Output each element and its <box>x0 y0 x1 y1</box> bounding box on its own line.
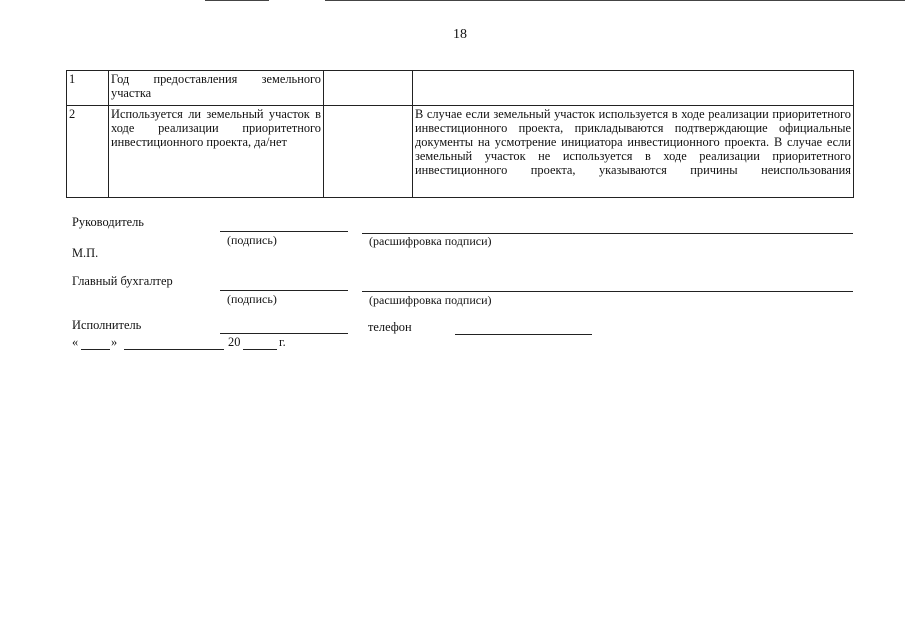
row-question: Год предоставления земельного участка <box>109 71 324 106</box>
accountant-decoding-line[interactable] <box>362 291 853 292</box>
date-year-line[interactable] <box>243 349 277 350</box>
table-row <box>67 106 854 198</box>
row-question: Используется ли земельный участок в ходе реализации приоритетного инвестиционного проекта, да/нет <box>109 106 324 198</box>
row-note: В случае если земельный участок используется в ходе реализации приоритетного инвестиционного проекта, прикладываются подтверждающие официальные документы на усмотрение инициатора инвестиционного проекта. В случае если земельный участок не используется в ходе реализации приоритетного инвестиционного проекта, указываются причины неиспользования <box>413 106 854 198</box>
accountant-signature-line[interactable] <box>220 290 348 291</box>
top-edge-rule <box>325 0 905 1</box>
head-signature-caption: (подпись) <box>227 233 277 247</box>
date-day-line[interactable] <box>81 349 110 350</box>
accountant-signature-caption: (подпись) <box>227 292 277 306</box>
row-note <box>413 71 854 106</box>
date-close-quote: » <box>111 335 118 349</box>
row-answer-cell[interactable] <box>324 106 413 198</box>
row-number: 1 <box>67 71 109 106</box>
date-open-quote: « <box>72 335 79 349</box>
row-number: 2 <box>67 106 109 198</box>
phone-label: телефон <box>368 320 412 334</box>
row-answer-cell[interactable] <box>324 71 413 106</box>
date-month-line[interactable] <box>124 349 224 350</box>
stamp-label: М.П. <box>72 246 99 260</box>
top-edge-rule <box>205 0 269 1</box>
executor-signature-line[interactable] <box>220 333 348 334</box>
head-signature-line[interactable] <box>220 231 348 232</box>
phone-line[interactable] <box>455 334 592 335</box>
head-label: Руководитель <box>72 215 144 229</box>
year-suffix: г. <box>279 335 286 349</box>
accountant-decoding-caption: (расшифровка подписи) <box>369 293 492 307</box>
year-prefix: 20 <box>228 335 241 349</box>
table-row <box>67 71 854 106</box>
investment-project-table <box>66 70 854 198</box>
page-number: 18 <box>453 27 467 42</box>
executor-label: Исполнитель <box>72 318 142 332</box>
head-decoding-caption: (расшифровка подписи) <box>369 234 492 248</box>
accountant-label: Главный бухгалтер <box>72 274 173 288</box>
